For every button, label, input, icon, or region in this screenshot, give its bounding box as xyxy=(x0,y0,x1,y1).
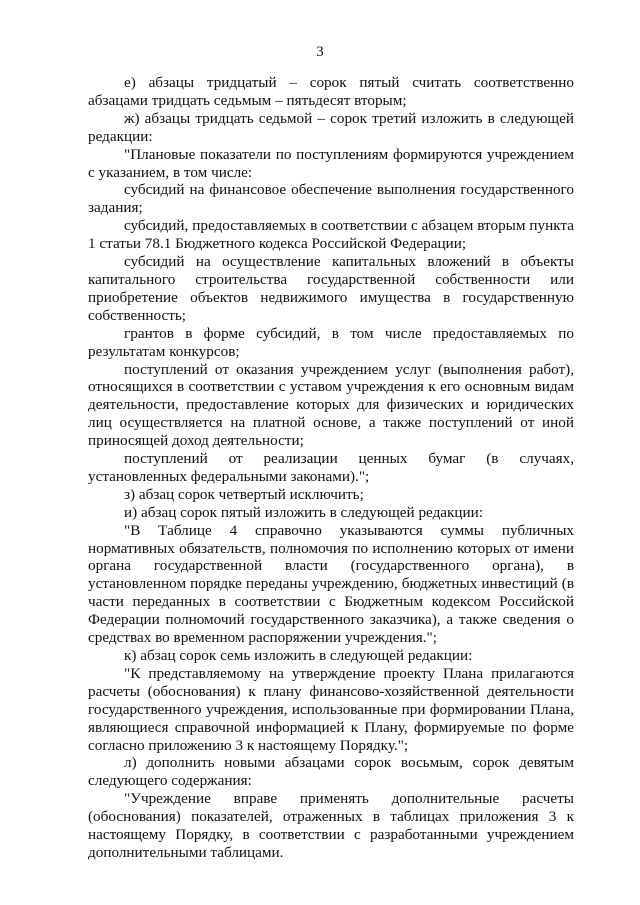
paragraph: субсидий, предоставляемых в соответствии с абзацем вторым пункта 1 статьи 78.1 Бюджетного кодекса Российской Федерации; xyxy=(88,217,574,253)
paragraph: "Плановые показатели по поступлениям формируются учреждением с указанием, в том числе: xyxy=(88,145,574,181)
paragraph: л) дополнить новыми абзацами сорок восьмым, сорок девятым следующего содержания: xyxy=(88,754,574,790)
paragraph: субсидий на осуществление капитальных вложений в объекты капитального строительства государственной собственности или приобретение объектов недвижимого имущества в государственную собственность; xyxy=(88,253,574,324)
paragraph: и) абзац сорок пятый изложить в следующей редакции: xyxy=(124,503,484,521)
paragraph: поступлений от реализации ценных бумаг (в случаях, установленных федеральными законами)."; xyxy=(88,450,574,485)
paragraph: "В Таблице 4 справочно указываются суммы публичных нормативных обязательств, полномочия по исполнению которых от имени органа государственной власти (государственного органа), в установленном порядке переданы учреждению, бюджетных инвестиций (в части переданных в соответствии с Бюджетным кодексом Российской Федерации полномочий государственного заказчика), а также сведения о средствах во временном распоряжении учреждения."; xyxy=(88,521,574,647)
page-number: 3 xyxy=(316,44,324,60)
paragraph: субсидий на финансовое обеспечение выполнения государственного задания; xyxy=(88,181,574,217)
paragraph: поступлений от оказания учреждением услуг (выполнения работ), относящихся в соответствии с уставом учреждения к его основным видам деятельности, предоставление которых для физических и юридических лиц осуществляется на платной основе, а также поступлений от иной приносящей доход деятельности; xyxy=(88,360,574,450)
paragraph: з) абзац сорок четвертый исключить; xyxy=(124,485,364,503)
document-body xyxy=(88,74,574,862)
paragraph: грантов в форме субсидий, в том числе предоставляемых по результатам конкурсов; xyxy=(88,324,574,360)
paragraph: к) абзац сорок семь изложить в следующей редакции: xyxy=(124,647,473,664)
paragraph: ж) абзацы тридцать седьмой – сорок третий изложить в следующей редакции: xyxy=(88,109,574,145)
paragraph: е) абзацы тридцатый – сорок пятый считать соответственно абзацами тридцать седьмым – пятьдесят вторым; xyxy=(88,74,574,109)
paragraph: "К представляемому на утверждение проекту Плана прилагаются расчеты (обоснования) к плану финансово-хозяйственной деятельности государственного учреждения, использованные при формировании Плана, являющиеся справочной информацией к Плану, формируемые по форме согласно приложению 3 к настоящему Порядку."; xyxy=(88,664,574,754)
paragraph: "Учреждение вправе применять дополнительные расчеты (обоснования) показателей, отраженных в таблицах приложения 3 к настоящему Порядку, в соответствии с разработанными учреждением дополнительными таблицами. xyxy=(88,790,574,861)
